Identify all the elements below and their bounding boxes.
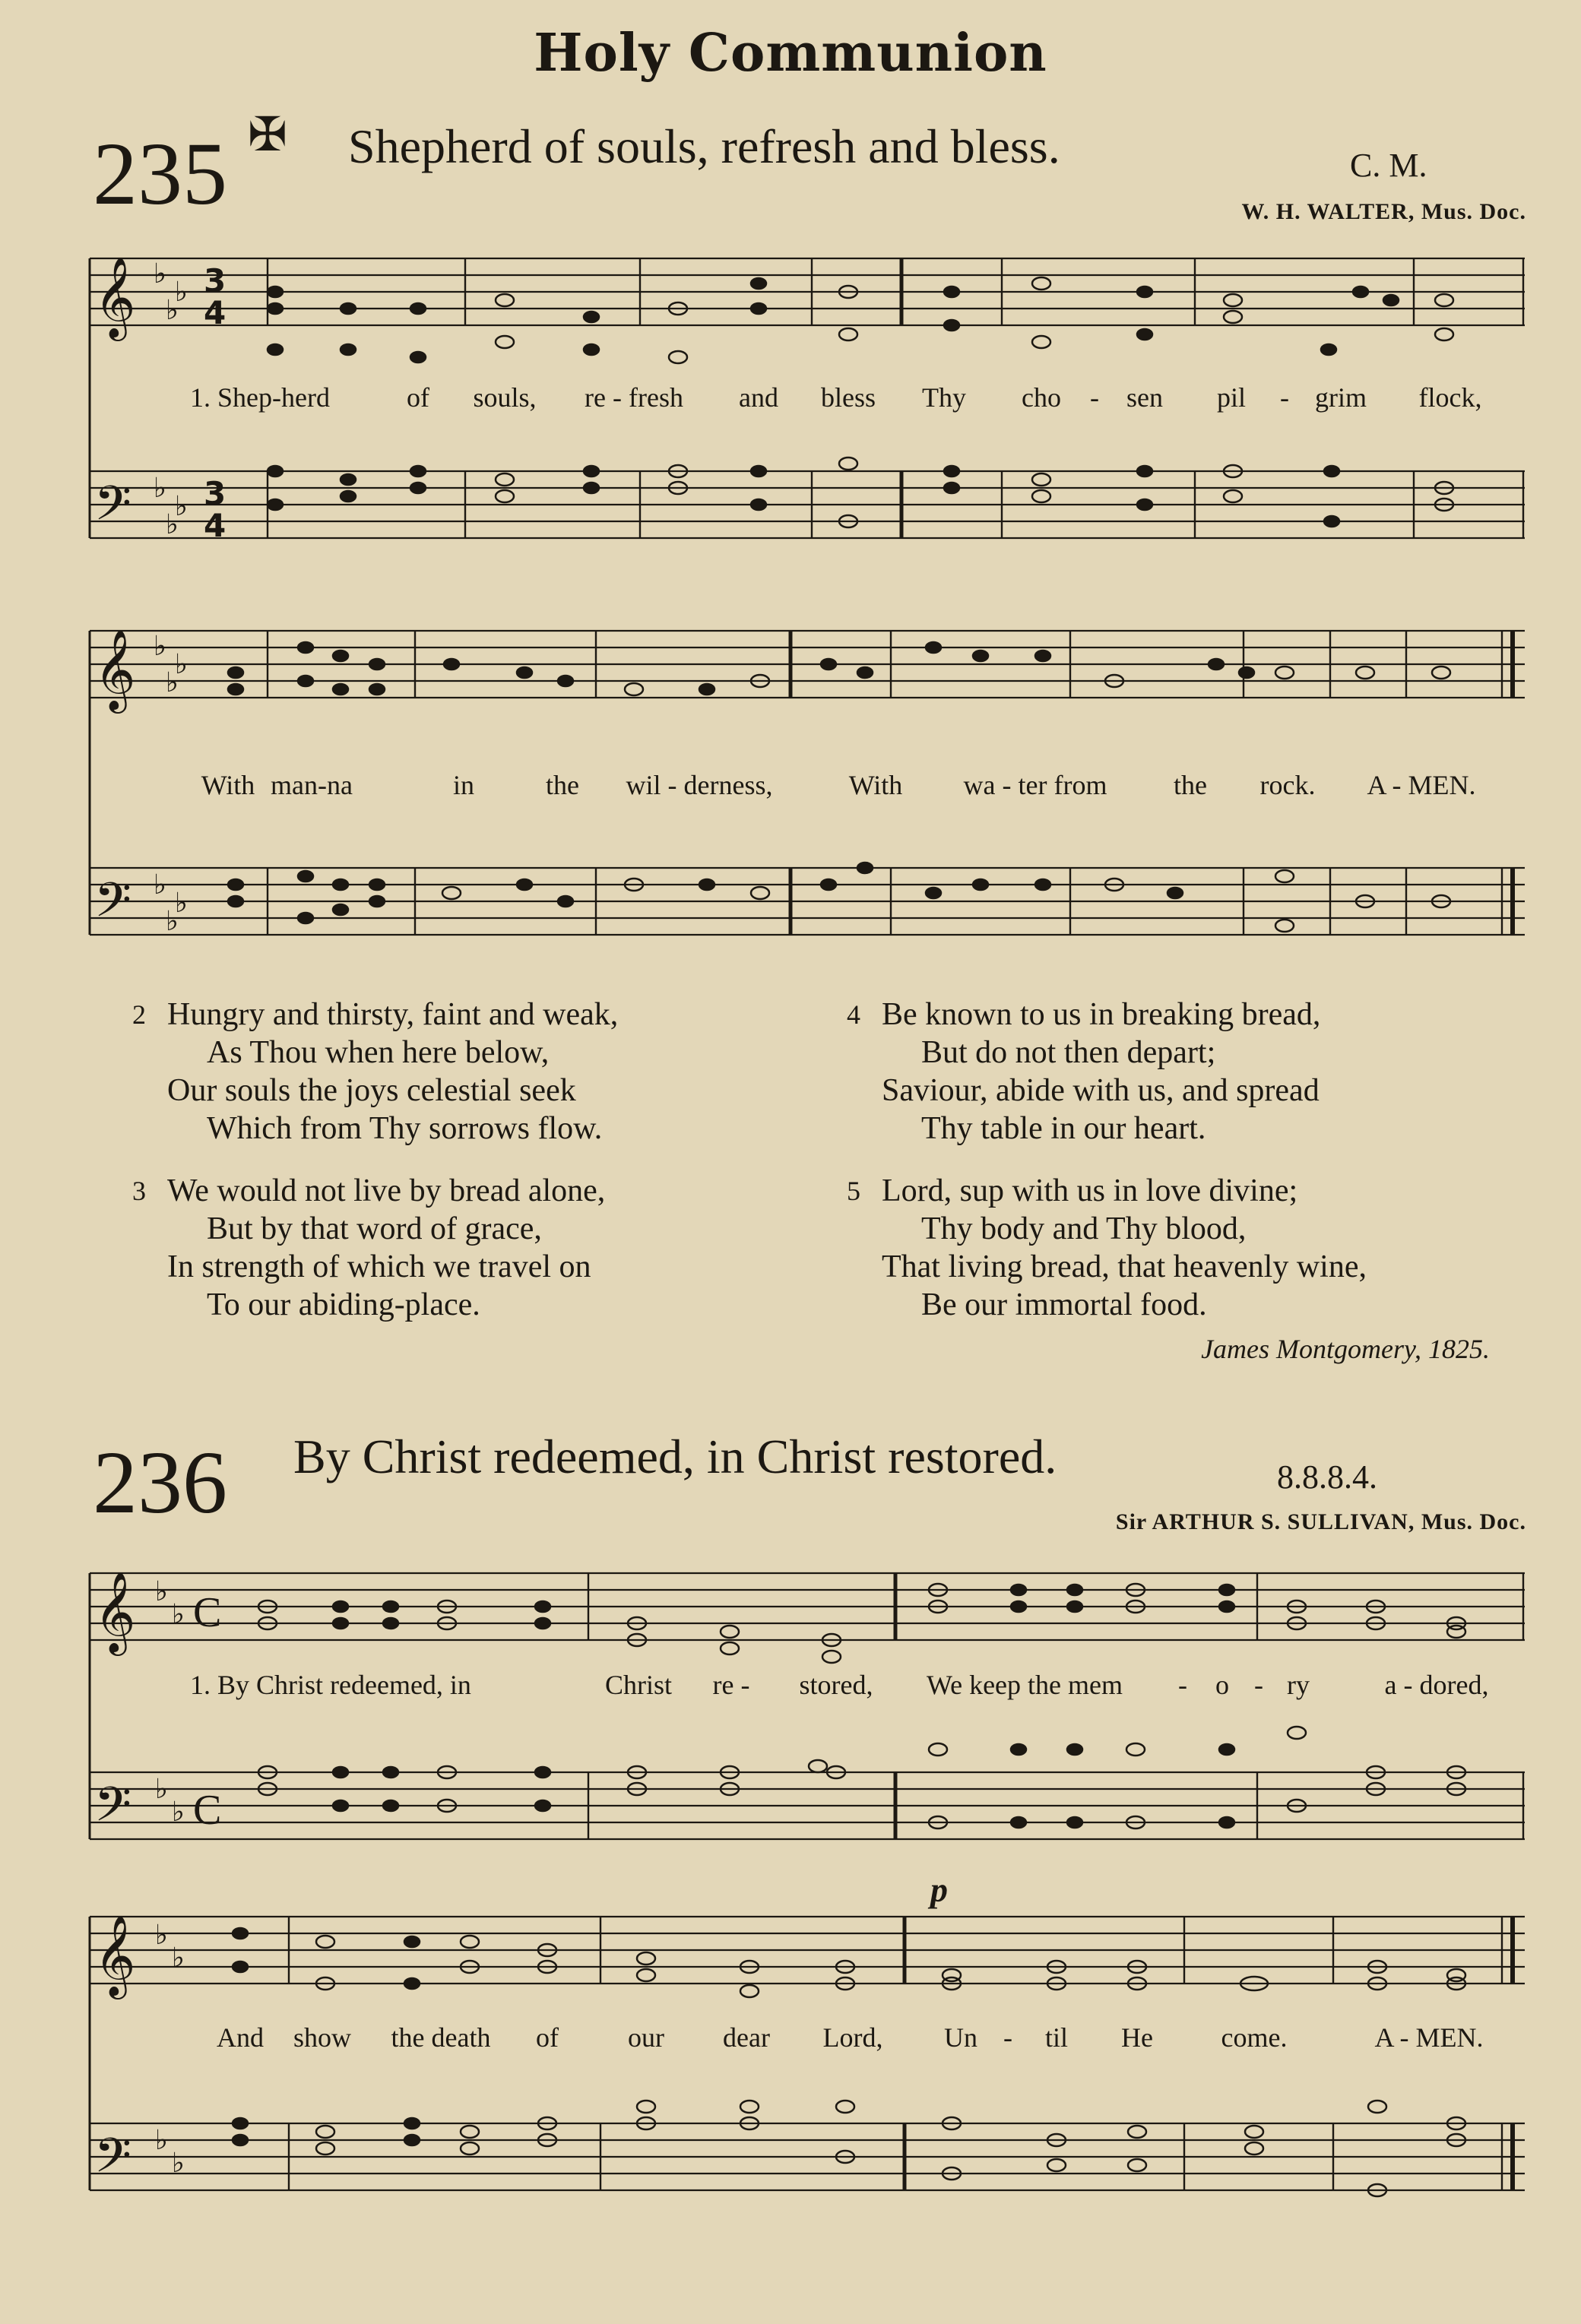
lyric-syllable: - bbox=[1090, 382, 1099, 413]
svg-text:♭: ♭ bbox=[166, 667, 179, 698]
lyric-syllable: wil - derness, bbox=[626, 770, 773, 800]
svg-text:♭: ♭ bbox=[172, 2148, 185, 2179]
svg-text:♭: ♭ bbox=[155, 1576, 168, 1607]
lyric-syllable: of bbox=[407, 382, 429, 413]
lyric-syllable: A - MEN. bbox=[1374, 2022, 1484, 2053]
lyric-syllable: And bbox=[217, 2022, 264, 2053]
svg-text:♭: ♭ bbox=[154, 258, 166, 290]
lyric-syllable: - bbox=[1254, 1670, 1263, 1700]
lyric-syllable: man-na bbox=[271, 770, 353, 800]
lyric-syllable: 1. By Christ redeemed, in bbox=[190, 1670, 471, 1700]
lyric-syllable: We keep the mem bbox=[927, 1670, 1123, 1700]
svg-text:♭: ♭ bbox=[175, 277, 188, 308]
svg-text:𝄞: 𝄞 bbox=[94, 256, 136, 337]
lyric-syllable: the death bbox=[391, 2022, 491, 2053]
verse-number: 2 bbox=[132, 999, 146, 1030]
svg-text:♭: ♭ bbox=[155, 2125, 168, 2156]
verse-number: 3 bbox=[132, 1176, 146, 1206]
svg-text:𝄢: 𝄢 bbox=[94, 1776, 131, 1844]
hymn-meter: 8.8.8.4. bbox=[1277, 1458, 1377, 1496]
verse-line: But do not then depart; bbox=[921, 1035, 1216, 1070]
verse-line: Which from Thy sorrows flow. bbox=[207, 1111, 603, 1146]
verse bbox=[132, 996, 619, 1148]
hymn-mark: ✠ bbox=[248, 109, 287, 161]
lyric-syllable: in bbox=[452, 770, 475, 800]
lyric-syllable: flock, bbox=[1418, 382, 1482, 413]
dynamic-marking: p bbox=[930, 1885, 948, 1909]
svg-text:4: 4 bbox=[204, 507, 227, 544]
verse-line: That living bread, that heavenly wine, bbox=[882, 1249, 1367, 1284]
svg-text:♭: ♭ bbox=[166, 906, 179, 937]
lyric-syllable: cho bbox=[1022, 382, 1061, 413]
verse-line: Thy body and Thy blood, bbox=[921, 1211, 1247, 1246]
lyric-syllable: - bbox=[1003, 2022, 1012, 2053]
verse-line: To our abiding-place. bbox=[207, 1287, 480, 1322]
svg-text:♭: ♭ bbox=[166, 295, 179, 326]
verse-line: Be our immortal food. bbox=[921, 1287, 1207, 1322]
hymn-first-line: Shepherd of souls, refresh and bless. bbox=[348, 119, 1060, 173]
verse-line: As Thou when here below, bbox=[207, 1035, 550, 1070]
lyric-syllable: With bbox=[848, 770, 903, 800]
svg-text:♭: ♭ bbox=[154, 473, 166, 504]
svg-text:𝄢: 𝄢 bbox=[94, 2127, 131, 2195]
page-title: Holy Communion bbox=[534, 23, 1047, 84]
lyric-syllable: With bbox=[201, 770, 255, 800]
lyric-syllable: the bbox=[546, 770, 579, 800]
hymn-first-line: By Christ redeemed, in Christ restored. bbox=[293, 1430, 1057, 1483]
svg-text:♭: ♭ bbox=[166, 509, 179, 540]
verse-line: In strength of which we travel on bbox=[167, 1249, 591, 1284]
hymn-number: 236 bbox=[93, 1433, 227, 1532]
lyric-syllable: Un bbox=[944, 2022, 977, 2053]
svg-text:♭: ♭ bbox=[155, 1774, 168, 1805]
svg-text:♭: ♭ bbox=[172, 1599, 185, 1630]
hymn-composer: Sir ARTHUR S. SULLIVAN, Mus. Doc. bbox=[1115, 1509, 1526, 1534]
svg-text:♭: ♭ bbox=[175, 491, 188, 522]
lyric-syllable: of bbox=[536, 2022, 559, 2053]
verse-line: Our souls the joys celestial seek bbox=[167, 1073, 576, 1108]
lyric-syllable: A - MEN. bbox=[1367, 770, 1476, 800]
svg-text:♭: ♭ bbox=[154, 869, 166, 901]
svg-text:C: C bbox=[193, 1787, 222, 1834]
verse-line: Saviour, abide with us, and spread bbox=[882, 1073, 1320, 1108]
lyric-syllable: re - fresh bbox=[585, 382, 683, 413]
lyric-syllable: 1. Shep-herd bbox=[190, 382, 330, 413]
lyric-syllable: ry bbox=[1287, 1670, 1310, 1700]
verse-line: But by that word of grace, bbox=[207, 1211, 542, 1246]
verse-number: 5 bbox=[847, 1176, 860, 1206]
svg-text:𝄞: 𝄞 bbox=[94, 1914, 136, 1996]
lyric-syllable: Lord, bbox=[822, 2022, 883, 2053]
lyric-syllable: til bbox=[1044, 2022, 1069, 2053]
hymn-meter: C. M. bbox=[1350, 147, 1427, 184]
hymn-composer: W. H. WALTER, Mus. Doc. bbox=[1241, 199, 1526, 224]
svg-text:𝄞: 𝄞 bbox=[94, 628, 136, 710]
svg-text:𝄢: 𝄢 bbox=[94, 872, 131, 939]
hymn-number: 235 bbox=[93, 124, 227, 223]
time-sig-top: 3 bbox=[204, 262, 227, 299]
svg-text:♭: ♭ bbox=[154, 631, 166, 662]
lyric-syllable: rock. bbox=[1259, 770, 1316, 800]
lyric-syllable: the bbox=[1174, 770, 1207, 800]
lyric-syllable: and bbox=[739, 382, 778, 413]
lyric-syllable: dear bbox=[723, 2022, 770, 2053]
hymn-author: James Montgomery, 1825. bbox=[1201, 1334, 1490, 1364]
lyric-syllable: wa - ter from bbox=[963, 770, 1107, 800]
verse-line: Be known to us in breaking bread, bbox=[882, 997, 1321, 1032]
lyric-syllable: our bbox=[628, 2022, 664, 2053]
verse-line: Hungry and thirsty, faint and weak, bbox=[167, 997, 619, 1032]
time-sig-bottom: 4 bbox=[204, 294, 227, 331]
verse-line: Lord, sup with us in love divine; bbox=[882, 1173, 1298, 1208]
lyric-syllable: grim bbox=[1315, 382, 1367, 413]
lyric-syllable: re - bbox=[712, 1670, 750, 1700]
svg-text:𝄞: 𝄞 bbox=[94, 1571, 136, 1652]
verse bbox=[132, 1172, 606, 1324]
svg-text:♭: ♭ bbox=[155, 1920, 168, 1951]
lyric-syllable: He bbox=[1121, 2022, 1153, 2053]
time-sig-common: C bbox=[193, 1589, 222, 1636]
verse-line: We would not live by bread alone, bbox=[167, 1173, 606, 1208]
lyric-syllable: Christ bbox=[604, 1670, 673, 1700]
lyric-syllable: - bbox=[1178, 1670, 1187, 1700]
music-system bbox=[0, 1550, 1581, 1854]
lyric-syllable: bless bbox=[821, 382, 876, 413]
svg-text:♭: ♭ bbox=[172, 1797, 185, 1828]
lyric-syllable: Thy bbox=[922, 382, 966, 413]
lyric-syllable: pil bbox=[1216, 382, 1247, 413]
verse bbox=[847, 1172, 1367, 1324]
lyric-syllable: o bbox=[1215, 1670, 1229, 1700]
lyric-syllable: show bbox=[293, 2022, 352, 2053]
verse-line: Thy table in our heart. bbox=[921, 1111, 1206, 1146]
lyric-syllable: stored, bbox=[799, 1670, 873, 1700]
lyric-syllable: come. bbox=[1221, 2022, 1288, 2053]
verse-number: 4 bbox=[847, 999, 860, 1030]
svg-text:♭: ♭ bbox=[175, 649, 188, 680]
lyric-syllable: souls, bbox=[473, 382, 537, 413]
svg-text:3: 3 bbox=[204, 475, 227, 512]
lyric-syllable: a - dored, bbox=[1384, 1670, 1489, 1700]
verse bbox=[847, 996, 1321, 1148]
svg-text:♭: ♭ bbox=[175, 888, 188, 919]
svg-text:♭: ♭ bbox=[172, 1942, 185, 1974]
lyric-syllable: sen bbox=[1126, 382, 1163, 413]
lyric-syllable: - bbox=[1280, 382, 1289, 413]
svg-text:𝄢: 𝄢 bbox=[94, 475, 131, 543]
